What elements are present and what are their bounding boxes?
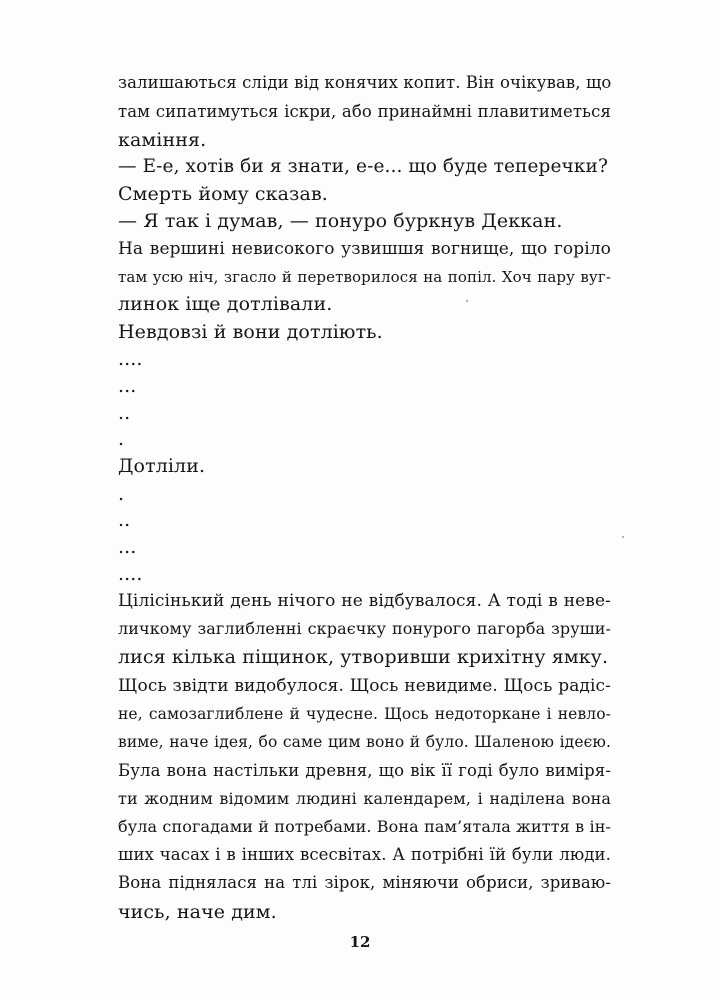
page-number: 12 (349, 933, 371, 951)
text-line: ... (118, 375, 137, 397)
text-line: . (118, 483, 125, 505)
text-line: там сипатимуться іскри, або принаймні плавитиметься (118, 102, 611, 121)
text-line: виме, наче ідея, бо саме цим воно й було. Шаленою ідеєю. (118, 733, 611, 751)
text-line: залишаються сліди від конячих копит. Він очікував, що (118, 73, 612, 92)
text-line: Була вона настільки древня, що вік її годі було виміря- (118, 761, 611, 780)
text-line: На вершині невисокого узвишшя вогнище, що горіло (118, 239, 611, 259)
text-line: Цілісінький день нічого не відбувалося. А тоді в неве- (118, 591, 611, 611)
text-line: там усю ніч, згасло й перетворилося на попіл. Хоч пару вуг- (118, 268, 611, 286)
text-line: .. (118, 509, 131, 531)
text-line: лися кілька піщинок, утворивши крихітну ямку. (118, 646, 609, 668)
paper-speck (622, 536, 624, 538)
text-line: — Я так і думав, — понуро буркнув Деккан. (118, 210, 563, 232)
text-line: Невдовзі й вони дотліють. (118, 321, 383, 343)
text-line: Смерть йому сказав. (118, 183, 328, 205)
text-line: линок іще дотлівали. (118, 293, 333, 315)
paper-speck (466, 300, 468, 302)
text-line: була спогадами й потребами. Вона пам’ятала життя в ін- (118, 817, 611, 836)
text-line: ... (118, 536, 137, 558)
text-line: чись, наче дим. (118, 901, 277, 923)
text-line: Вона піднялася на тлі зірок, міняючи обриси, зриваю- (118, 873, 611, 892)
text-line: Щось звідти видобулося. Щось невидиме. Щось радіс- (118, 676, 611, 696)
text-line: не, самозаглиблене й чудесне. Щось недоторкане і невло- (118, 705, 611, 723)
text-line: ших часах і в інших всесвітах. А потрібні їй були люди. (118, 845, 611, 864)
text-line: каміння. (118, 129, 207, 151)
text-line: ти жодним відомим людині календарем, і наділена вона (118, 789, 611, 808)
text-line: личкому заглибленні скраєчку понурого пагорба зруши- (118, 619, 611, 638)
text-line: — Е-е, хотів би я знати, е-е... що буде теперечки? (118, 156, 608, 177)
text-line: .. (118, 402, 131, 424)
text-line: Дотліли. (118, 455, 206, 477)
text-line: .... (118, 563, 143, 585)
text-line: . (118, 428, 125, 450)
text-line: .... (118, 348, 143, 370)
